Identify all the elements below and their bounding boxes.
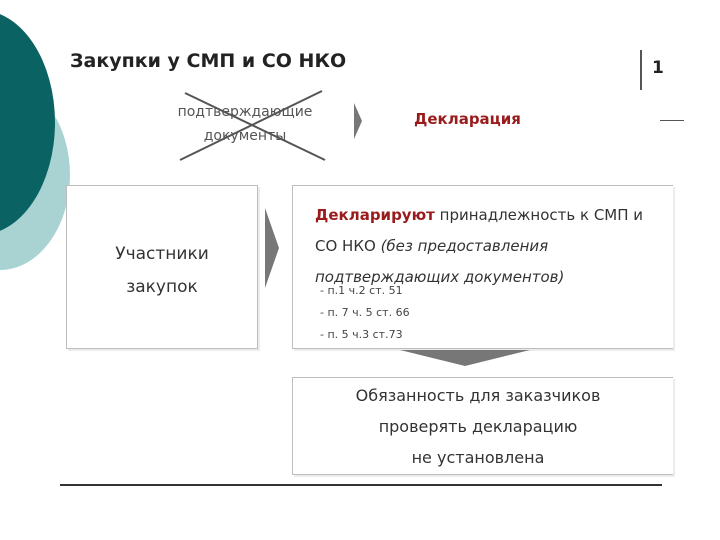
declare-bold-text: Декларируют [315,206,435,224]
declaration-details-box [292,185,673,349]
references-list [320,280,410,346]
divider-vertical [640,50,642,90]
obligation-line3: не установлена [411,448,545,467]
arrow-right-large-icon [263,208,281,288]
participants-box [66,185,258,349]
crossed-text-line2: документы [203,128,287,144]
divider-bottom [60,484,662,486]
crossed-text-line1: подтверждающие [177,104,313,120]
list-item: - п.1 ч.2 ст. 51 [320,284,403,297]
list-item: - п. 7 ч. 5 ст. 66 [320,306,410,319]
participants-line1: Участники [115,244,209,264]
divider-horizontal-short [660,120,684,121]
obligation-box [292,377,673,475]
cross-out-icon [150,88,340,168]
page-number: 1 [652,58,664,78]
list-item: - п. 5 ч.3 ст.73 [320,328,403,341]
arrow-right-small-icon [352,103,364,139]
declaration-label: Декларация [414,110,521,128]
arrow-down-icon [400,350,530,370]
obligation-line1: Обязанность для заказчиков [355,386,601,405]
declare-italic-text: (без предоставления подтверждающих документов) [315,237,565,286]
obligation-line2: проверять декларацию [378,417,578,436]
slide-title: Закупки у СМП и СО НКО [70,50,347,72]
declare-rest-text: принадлежность к СМП и СО НКО [315,206,644,255]
participants-line2: закупок [126,277,198,297]
